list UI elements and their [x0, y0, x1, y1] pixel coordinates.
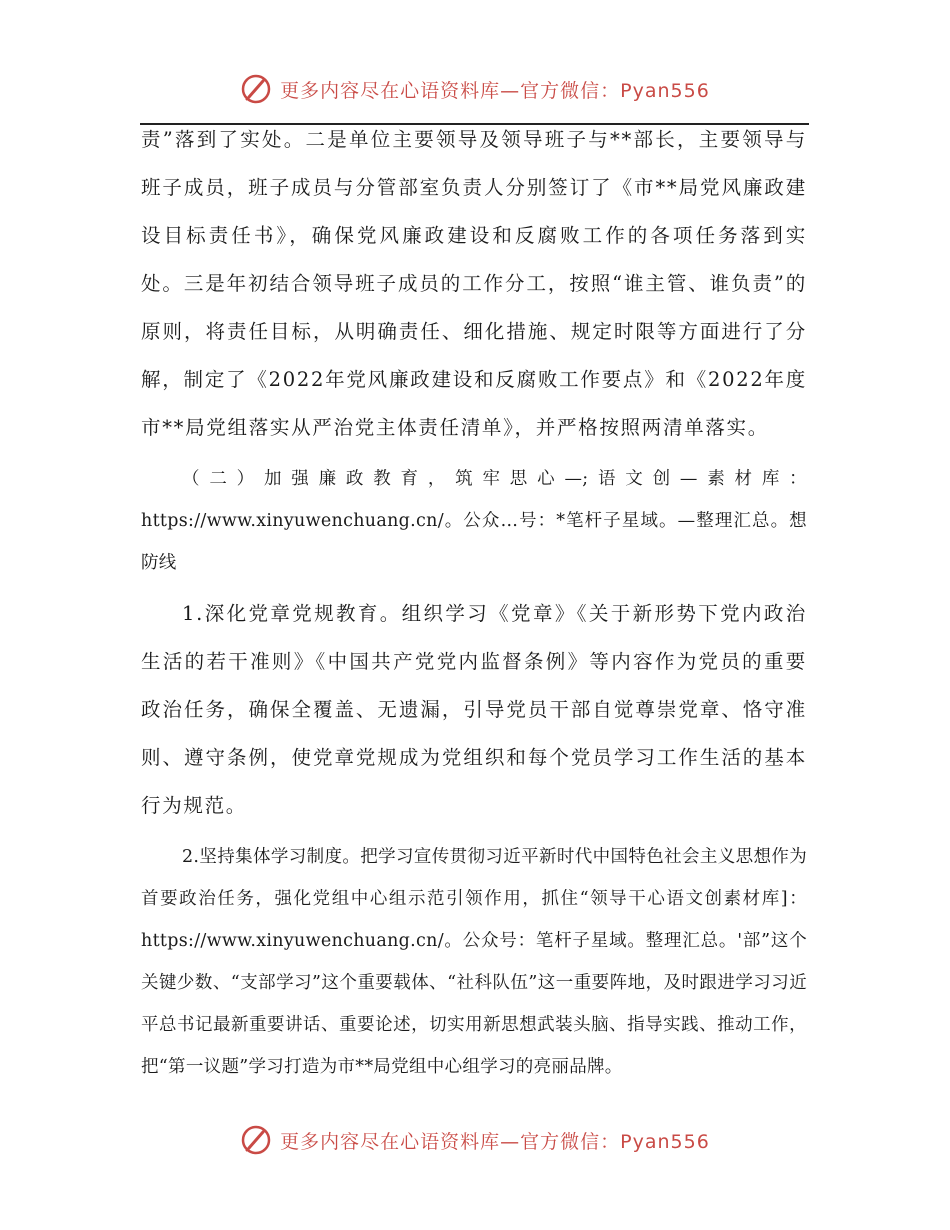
- banner-text: 更多内容尽在心语资料库—官方微信：Pyan556: [280, 1130, 710, 1153]
- header-banner: [0, 73, 950, 105]
- banner-text: 更多内容尽在心语资料库—官方微信：Pyan556: [280, 79, 710, 102]
- paragraph-collective-study: 2.坚持集体学习制度。把学习宣传贯彻习近平新时代中国特色社会主义思想作为首要政治任务，强化党组中心组示范引领作用，抓住“领导干心语文创素材库]：https://www.xinyuwenchuang.cn/。公众号：笔杆子星域。整理汇总。'部”这个关键少数、“支部学习”这个重要载体、“社科队伍”这一重要阵地，及时跟进学习习近平总书记最新重要讲话、重要论述，切实用新思想武装头脑、指导实践、推动工作，把“第一议题”学习打造为市**局党组中心组学习的亮丽品牌。: [141, 847, 807, 1077]
- paragraph-responsibility: 责”落到了实处。二是单位主要领导及领导班子与**部长，主要领导与班子成员，班子成员与分管部室负责人分别签订了《市**局党风廉政建设目标责任书》，确保党风廉政建设和反腐败工作的各项任务落到实处。三是年初结合领导班子成员的工作分工，按照“谁主管、谁负责”的原则，将责任目标，从明确责任、细化措施、规定时限等方面进行了分解，制定了《2022年党风廉政建设和反腐败工作要点》和《2022年度市**局党组落实从严治党主体责任清单》，并严格按照两清单落实。: [141, 128, 807, 439]
- paragraph-party-rules: 1.深化党章党规教育。组织学习《党章》《关于新形势下党内政治生活的若干准则》《中国共产党党内监督条例》等内容作为党员的重要政治任务，确保全覆盖、无遗漏，引导党员干部自觉尊崇党章、恪守准则、遵守条例，使党章党规成为党组织和每个党员学习工作生活的基本行为规范。: [141, 602, 807, 817]
- footer-banner: [0, 1124, 950, 1156]
- paragraph-section-heading: （二）加强廉政教育，筑牢思心—;语文创—素材库：https://www.xinyuwenchuang.cn/。公众…号：*笔杆子星域。—整理汇总。想防线: [141, 469, 807, 573]
- pen-logo-icon: [240, 1124, 272, 1156]
- pen-logo-icon: [240, 73, 272, 105]
- document-body: [141, 116, 807, 1088]
